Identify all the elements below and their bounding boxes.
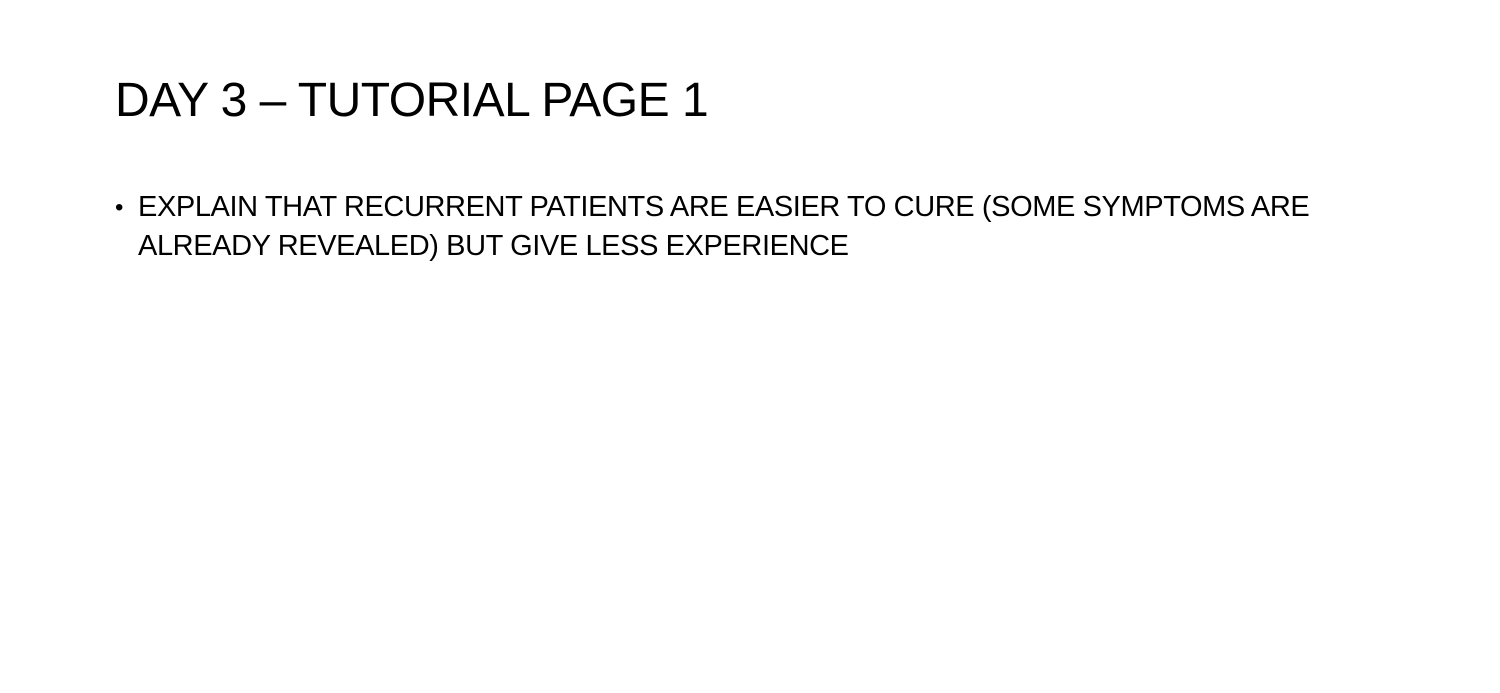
bullet-text: EXPLAIN THAT RECURRENT PATIENTS ARE EASIER TO CURE (SOME SYMPTOMS ARE ALREADY REVEALED) BUT GIVE LESS EXPERIENCE	[138, 191, 1310, 262]
bullet-list	[115, 188, 1355, 266]
slide-title: DAY 3 – TUTORIAL PAGE 1	[115, 74, 709, 127]
bullet-item	[115, 188, 1355, 266]
bullet-marker: •	[115, 194, 124, 221]
